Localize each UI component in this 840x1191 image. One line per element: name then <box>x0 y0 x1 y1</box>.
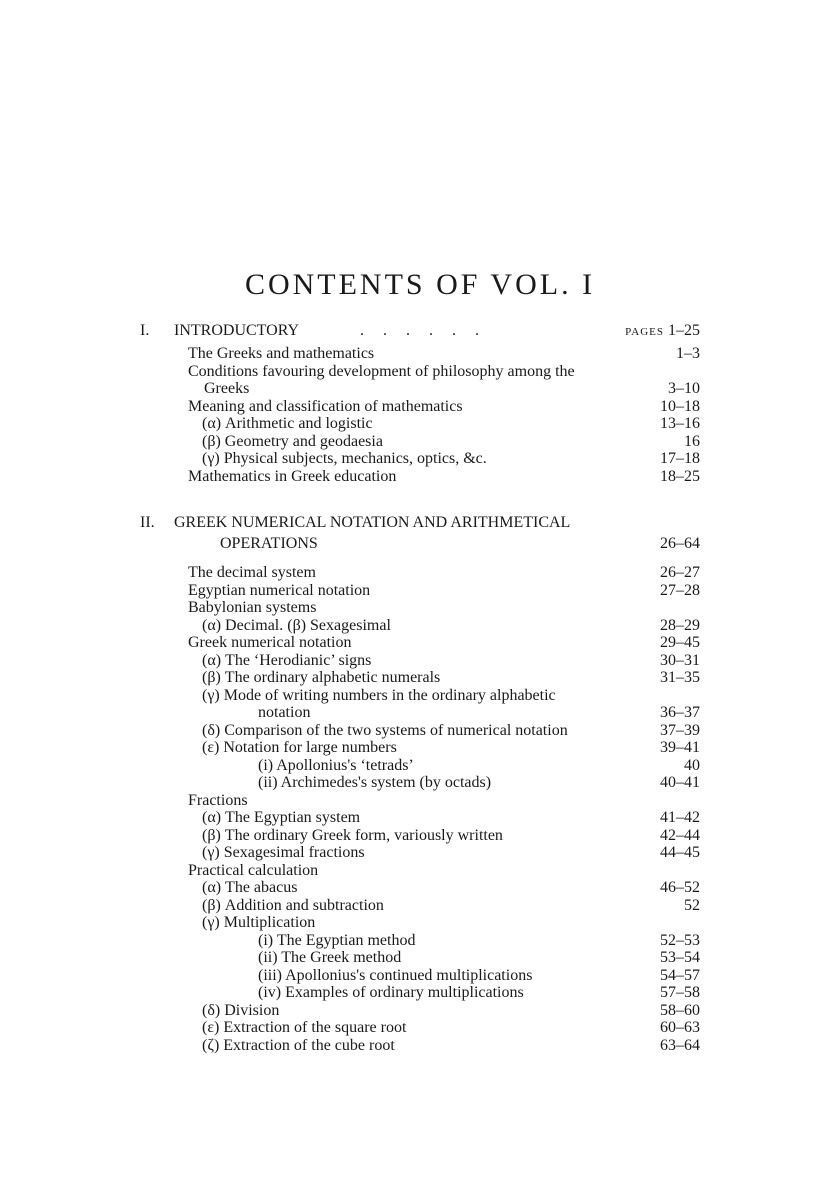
chapter-pages: 26–64 <box>660 535 700 552</box>
chapter-2 <box>140 513 700 1054</box>
entry-pages: 44–45 <box>660 844 700 861</box>
entry-pages: 60–63 <box>660 1019 700 1036</box>
pages-label: PAGES <box>625 326 664 338</box>
toc-entry <box>140 634 700 652</box>
toc-entry <box>140 897 700 915</box>
entry-pages: 40 <box>684 756 700 774</box>
toc-entry <box>140 949 700 967</box>
entry-text: Fractions <box>188 791 248 809</box>
entry-text: (α) The ‘Herodianic’ signs <box>202 651 372 669</box>
entry-pages: 26–27 <box>660 564 700 581</box>
entry-text: (ii) The Greek method <box>258 949 402 966</box>
toc-entry <box>140 879 700 897</box>
toc-entry <box>140 450 700 468</box>
toc-entry <box>140 914 700 932</box>
entry-text: notation <box>258 704 311 721</box>
entry-pages: 29–45 <box>660 634 700 651</box>
toc-entry <box>140 398 700 416</box>
entry-pages: 10–18 <box>660 397 700 415</box>
toc-entry <box>140 792 700 810</box>
entry-pages: 63–64 <box>660 1036 700 1054</box>
entry-pages: 3–10 <box>668 380 700 397</box>
entry-pages: 40–41 <box>660 774 700 791</box>
toc-entry <box>140 809 700 827</box>
chapter-title: GREEK NUMERICAL NOTATION AND ARITHMETICAL <box>174 514 571 531</box>
toc-entry <box>140 468 700 486</box>
entry-pages: 27–28 <box>660 581 700 599</box>
entry-text: (δ) Division <box>202 1001 280 1019</box>
entry-text: (β) The ordinary alphabetic numerals <box>202 669 441 686</box>
page-title: CONTENTS OF VOL. I <box>244 268 596 301</box>
toc-entry <box>140 380 700 398</box>
entry-text: Greeks <box>204 380 250 397</box>
entry-pages: 13–16 <box>660 415 700 432</box>
dot-leader: ...... <box>360 322 498 339</box>
entry-pages: 31–35 <box>660 669 700 686</box>
entry-pages: 37–39 <box>660 721 700 739</box>
entry-pages: 52–53 <box>660 931 700 949</box>
entry-text: (β) The ordinary Greek form, variously written <box>202 826 503 844</box>
entry-text: (ζ) Extraction of the cube root <box>202 1036 395 1054</box>
chapter-2-entries <box>140 564 700 1054</box>
chapter-pages <box>625 320 700 343</box>
entry-text: (δ) Comparison of the two systems of numerical notation <box>202 721 568 739</box>
entry-text: (α) The Egyptian system <box>202 809 361 826</box>
entry-text: (ε) Notation for large numbers <box>202 739 397 756</box>
chapter-heading <box>140 320 700 342</box>
toc-entry <box>140 415 700 433</box>
toc-entry <box>140 669 700 687</box>
toc-entry <box>140 599 700 617</box>
entry-text: Greek numerical notation <box>188 634 352 651</box>
toc-entry <box>140 774 700 792</box>
entry-text: Mathematics in Greek education <box>188 467 397 485</box>
toc-entry <box>140 617 700 635</box>
entry-pages: 16 <box>684 432 700 450</box>
toc-entry <box>140 582 700 600</box>
chapter-title: INTRODUCTORY <box>174 322 300 339</box>
table-of-contents <box>140 320 700 1054</box>
entry-text: (i) The Egyptian method <box>258 931 416 949</box>
toc-entry <box>140 1019 700 1037</box>
entry-text: (i) Apollonius's ‘tetrads’ <box>258 756 414 774</box>
toc-entry <box>140 345 700 363</box>
entry-pages: 57–58 <box>660 984 700 1001</box>
entry-pages: 58–60 <box>660 1001 700 1019</box>
entry-pages: 53–54 <box>660 949 700 966</box>
toc-entry <box>140 564 700 582</box>
chapter-page-range: 1–25 <box>668 322 700 339</box>
toc-entry <box>140 363 700 381</box>
entry-text: (γ) Mode of writing numbers in the ordinary alphabetic <box>202 686 556 704</box>
toc-entry <box>140 862 700 880</box>
entry-pages: 54–57 <box>660 966 700 984</box>
entry-text: Practical calculation <box>188 861 319 879</box>
entry-text: The Greeks and mathematics <box>188 345 375 362</box>
toc-entry <box>140 1002 700 1020</box>
entry-pages: 18–25 <box>660 467 700 485</box>
entry-pages: 52 <box>684 896 700 914</box>
toc-entry <box>140 739 700 757</box>
chapter-number: I. <box>140 322 150 339</box>
entry-text: Babylonian systems <box>188 599 317 616</box>
toc-entry <box>140 652 700 670</box>
toc-entry <box>140 722 700 740</box>
chapter-1-entries <box>140 345 700 485</box>
entry-text: (iv) Examples of ordinary multiplications <box>258 984 524 1001</box>
entry-pages: 42–44 <box>660 826 700 844</box>
entry-pages: 30–31 <box>660 651 700 669</box>
chapter-heading <box>140 513 700 533</box>
entry-pages: 41–42 <box>660 809 700 826</box>
entry-pages: 1–3 <box>676 345 700 362</box>
chapter-number: II. <box>140 514 155 531</box>
toc-entry <box>140 967 700 985</box>
entry-text: Conditions favouring development of philosophy among the <box>188 362 575 380</box>
toc-entry <box>140 433 700 451</box>
entry-text: (α) Arithmetic and logistic <box>202 415 373 432</box>
toc-entry <box>140 1037 700 1055</box>
entry-text: (iii) Apollonius's continued multiplications <box>258 966 533 984</box>
entry-text: The decimal system <box>188 564 316 581</box>
toc-entry <box>140 757 700 775</box>
entry-text: (γ) Physical subjects, mechanics, optics, &c. <box>202 450 487 467</box>
entry-text: (α) The abacus <box>202 879 298 896</box>
entry-pages: 39–41 <box>660 739 700 756</box>
toc-entry <box>140 687 700 705</box>
entry-pages: 28–29 <box>660 616 700 634</box>
entry-text: Meaning and classification of mathematics <box>188 397 463 415</box>
toc-entry <box>140 932 700 950</box>
chapter-1 <box>140 320 700 485</box>
toc-entry <box>140 844 700 862</box>
entry-text: (ii) Archimedes's system (by octads) <box>258 774 492 791</box>
entry-pages: 36–37 <box>660 704 700 721</box>
chapter-title-continued: OPERATIONS <box>220 535 318 552</box>
entry-text: (γ) Multiplication <box>202 914 316 931</box>
entry-text: (ε) Extraction of the square root <box>202 1019 407 1036</box>
entry-text: (β) Addition and subtraction <box>202 896 384 914</box>
chapter-heading-continued <box>140 533 700 554</box>
toc-entry <box>140 704 700 722</box>
toc-entry <box>140 984 700 1002</box>
entry-text: (α) Decimal. (β) Sexagesimal <box>202 616 391 634</box>
entry-pages: 17–18 <box>660 450 700 467</box>
entry-text: (β) Geometry and geodaesia <box>202 432 383 450</box>
entry-text: (γ) Sexagesimal fractions <box>202 844 365 861</box>
entry-pages: 46–52 <box>660 879 700 896</box>
toc-entry <box>140 827 700 845</box>
entry-text: Egyptian numerical notation <box>188 581 371 599</box>
